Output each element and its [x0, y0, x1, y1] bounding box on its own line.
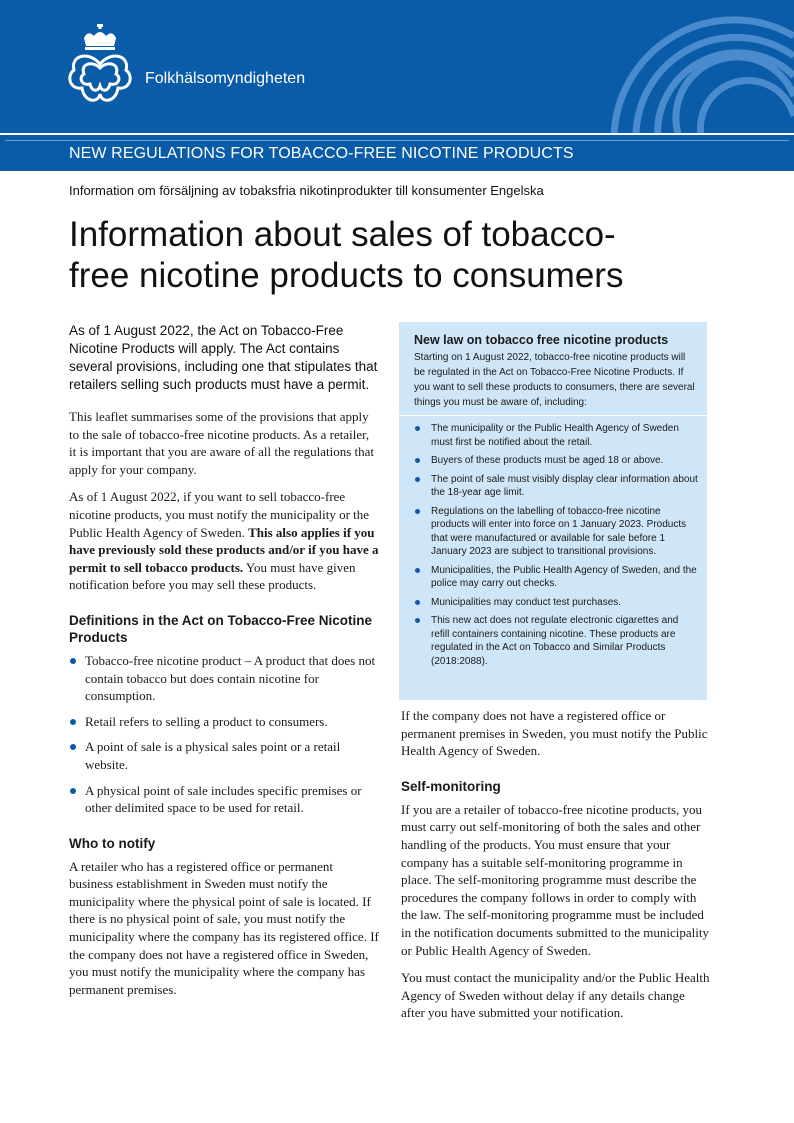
info-box: [399, 322, 707, 700]
bullet-icon: [415, 458, 420, 463]
list-item: [69, 713, 379, 731]
notification-paragraph: [69, 488, 379, 594]
header-banner: [0, 0, 794, 133]
info-box-heading: New law on tobacco free nicotine products: [414, 333, 669, 347]
list-item: [414, 596, 699, 610]
list-item-text: Buyers of these products must be aged 18 or above.: [431, 455, 664, 466]
definitions-list: [69, 652, 379, 817]
document-subtitle: Information om försäljning av tobaksfria nikotinprodukter till konsumenter Engelska: [69, 183, 544, 198]
list-item: [414, 454, 699, 468]
banner-rule: [5, 140, 789, 141]
notification-text-start: As of 1 August 2022, if you want to sell tobacco-free nicotine products, you must notify the municipality or the Public Health Agency of Sweden.: [69, 489, 370, 540]
info-box-intro: Starting on 1 August 2022, tobacco-free nicotine products will be regulated in the Act on Tobacco-Free Nicotine Products. If you want to sell these products to consumers, there are several things you must be aware of, including:: [414, 352, 695, 408]
title-line-1: Information about sales of tobacco-: [69, 215, 616, 254]
bullet-icon: [415, 477, 420, 482]
notification-text-bold: This also applies if you have previously sold these products and/or if you have a permit to sell tobacco products.: [69, 524, 379, 575]
right-column: [401, 707, 711, 1032]
info-box-list: [414, 422, 699, 668]
bullet-icon: [70, 658, 76, 664]
who-to-notify-paragraph: A retailer who has a registered office or permanent business establishment in Sweden must notify the municipality where the physical point of sale is located. If there is no physical point of sale, you must notify the municipality where the company has its registered office. If the company does not have a registered office in Sweden, you must notify the municipality where the company has permanent premises.: [69, 858, 379, 997]
who-to-notify-heading: Who to notify: [69, 835, 156, 851]
info-box-content: [414, 332, 699, 673]
list-item: [69, 738, 379, 773]
decorative-arcs: [594, 0, 794, 133]
bullet-icon: [415, 568, 420, 573]
list-item: [414, 505, 699, 559]
list-item-text: Municipalities, the Public Health Agency of Sweden, and the police may carry out checks.: [431, 564, 697, 589]
list-item: [69, 782, 379, 817]
list-item-text: Tobacco-free nicotine product – A product that does not contain tobacco but does contain nicotine for consumption.: [85, 652, 376, 704]
list-item-text: A physical point of sale includes specific premises or other delimited space to be used for retail.: [85, 782, 362, 816]
list-item-text: The municipality or the Public Health Agency of Sweden must first be notified about the retail.: [431, 423, 679, 448]
title-line-2: free nicotine products to consumers: [69, 256, 624, 295]
list-item: [69, 652, 379, 705]
foreign-company-paragraph: If the company does not have a registered office or permanent premises in Sweden, you must notify the Public Health Agency of Sweden.: [401, 708, 708, 759]
crown-knot-logo-icon: [60, 24, 140, 114]
bullet-icon: [70, 788, 76, 794]
list-item: [414, 473, 699, 500]
intro-paragraph: As of 1 August 2022, the Act on Tobacco-Free Nicotine Products will apply. The Act contains several provisions, including one that stipulates that retailers selling such products must have a permit.: [69, 323, 378, 392]
bullet-icon: [415, 426, 420, 431]
list-item-text: Municipalities may conduct test purchases.: [431, 596, 622, 608]
list-item: [414, 564, 699, 591]
list-item: [414, 614, 699, 668]
bullet-icon: [415, 618, 420, 623]
list-item-text: A point of sale is a physical sales point or a retail website.: [85, 739, 341, 772]
banner-title: NEW REGULATIONS FOR TOBACCO-FREE NICOTINE PRODUCTS: [69, 145, 574, 162]
notification-text-end: You must have given notification before you may sell these products.: [69, 559, 356, 593]
list-item-text: This new act does not regulate electronic cigarettes and refill containers containing nicotine. These products are regulated in the Act on Tobacco and Similar Products (2018:2088).: [431, 615, 679, 667]
bullet-icon: [70, 719, 76, 725]
list-item-text: Regulations on the labelling of tobacco-free nicotine products will enter into force on 1 January 2023. Products that were manufactured or available for sale before 1 January 2023 are subject to transitional provisions.: [431, 505, 687, 557]
contact-paragraph: You must contact the municipality and/or the Public Health Agency of Sweden without delay if any details change after you have submitted your notification.: [401, 970, 710, 1021]
self-monitoring-paragraph: If you are a retailer of tobacco-free nicotine products, you must carry out self-monitoring of both the sales and other handling of the products. You must ensure that your company has a suitable self-monitoring programme in place. The self-monitoring programme must describe the procedures the company follows in order to comply with the law. The self-monitoring programme must be included in the notification documents submitted to the municipality or Public Health Agency of Sweden.: [401, 801, 709, 958]
list-item: [414, 422, 699, 449]
left-column: [69, 322, 379, 1008]
list-item-text: The point of sale must visibly display clear information about the 18-year age limit.: [431, 473, 698, 498]
bullet-icon: [415, 600, 420, 605]
brand-name: Folkhälsomyndigheten: [145, 70, 306, 87]
page-title: [69, 214, 709, 296]
definitions-heading: Definitions in the Act on Tobacco-Free Nicotine Products: [69, 612, 373, 645]
self-monitoring-heading: Self-monitoring: [401, 778, 501, 794]
bullet-icon: [70, 744, 76, 750]
leaflet-summary-paragraph: This leaflet summarises some of the provisions that apply to the sale of tobacco-free nicotine products. As a retailer, it is important that you are aware of all the regulations that apply for your company.: [69, 409, 375, 477]
bullet-icon: [415, 509, 420, 514]
info-box-divider: [399, 415, 714, 416]
list-item-text: Retail refers to selling a product to consumers.: [85, 713, 328, 729]
